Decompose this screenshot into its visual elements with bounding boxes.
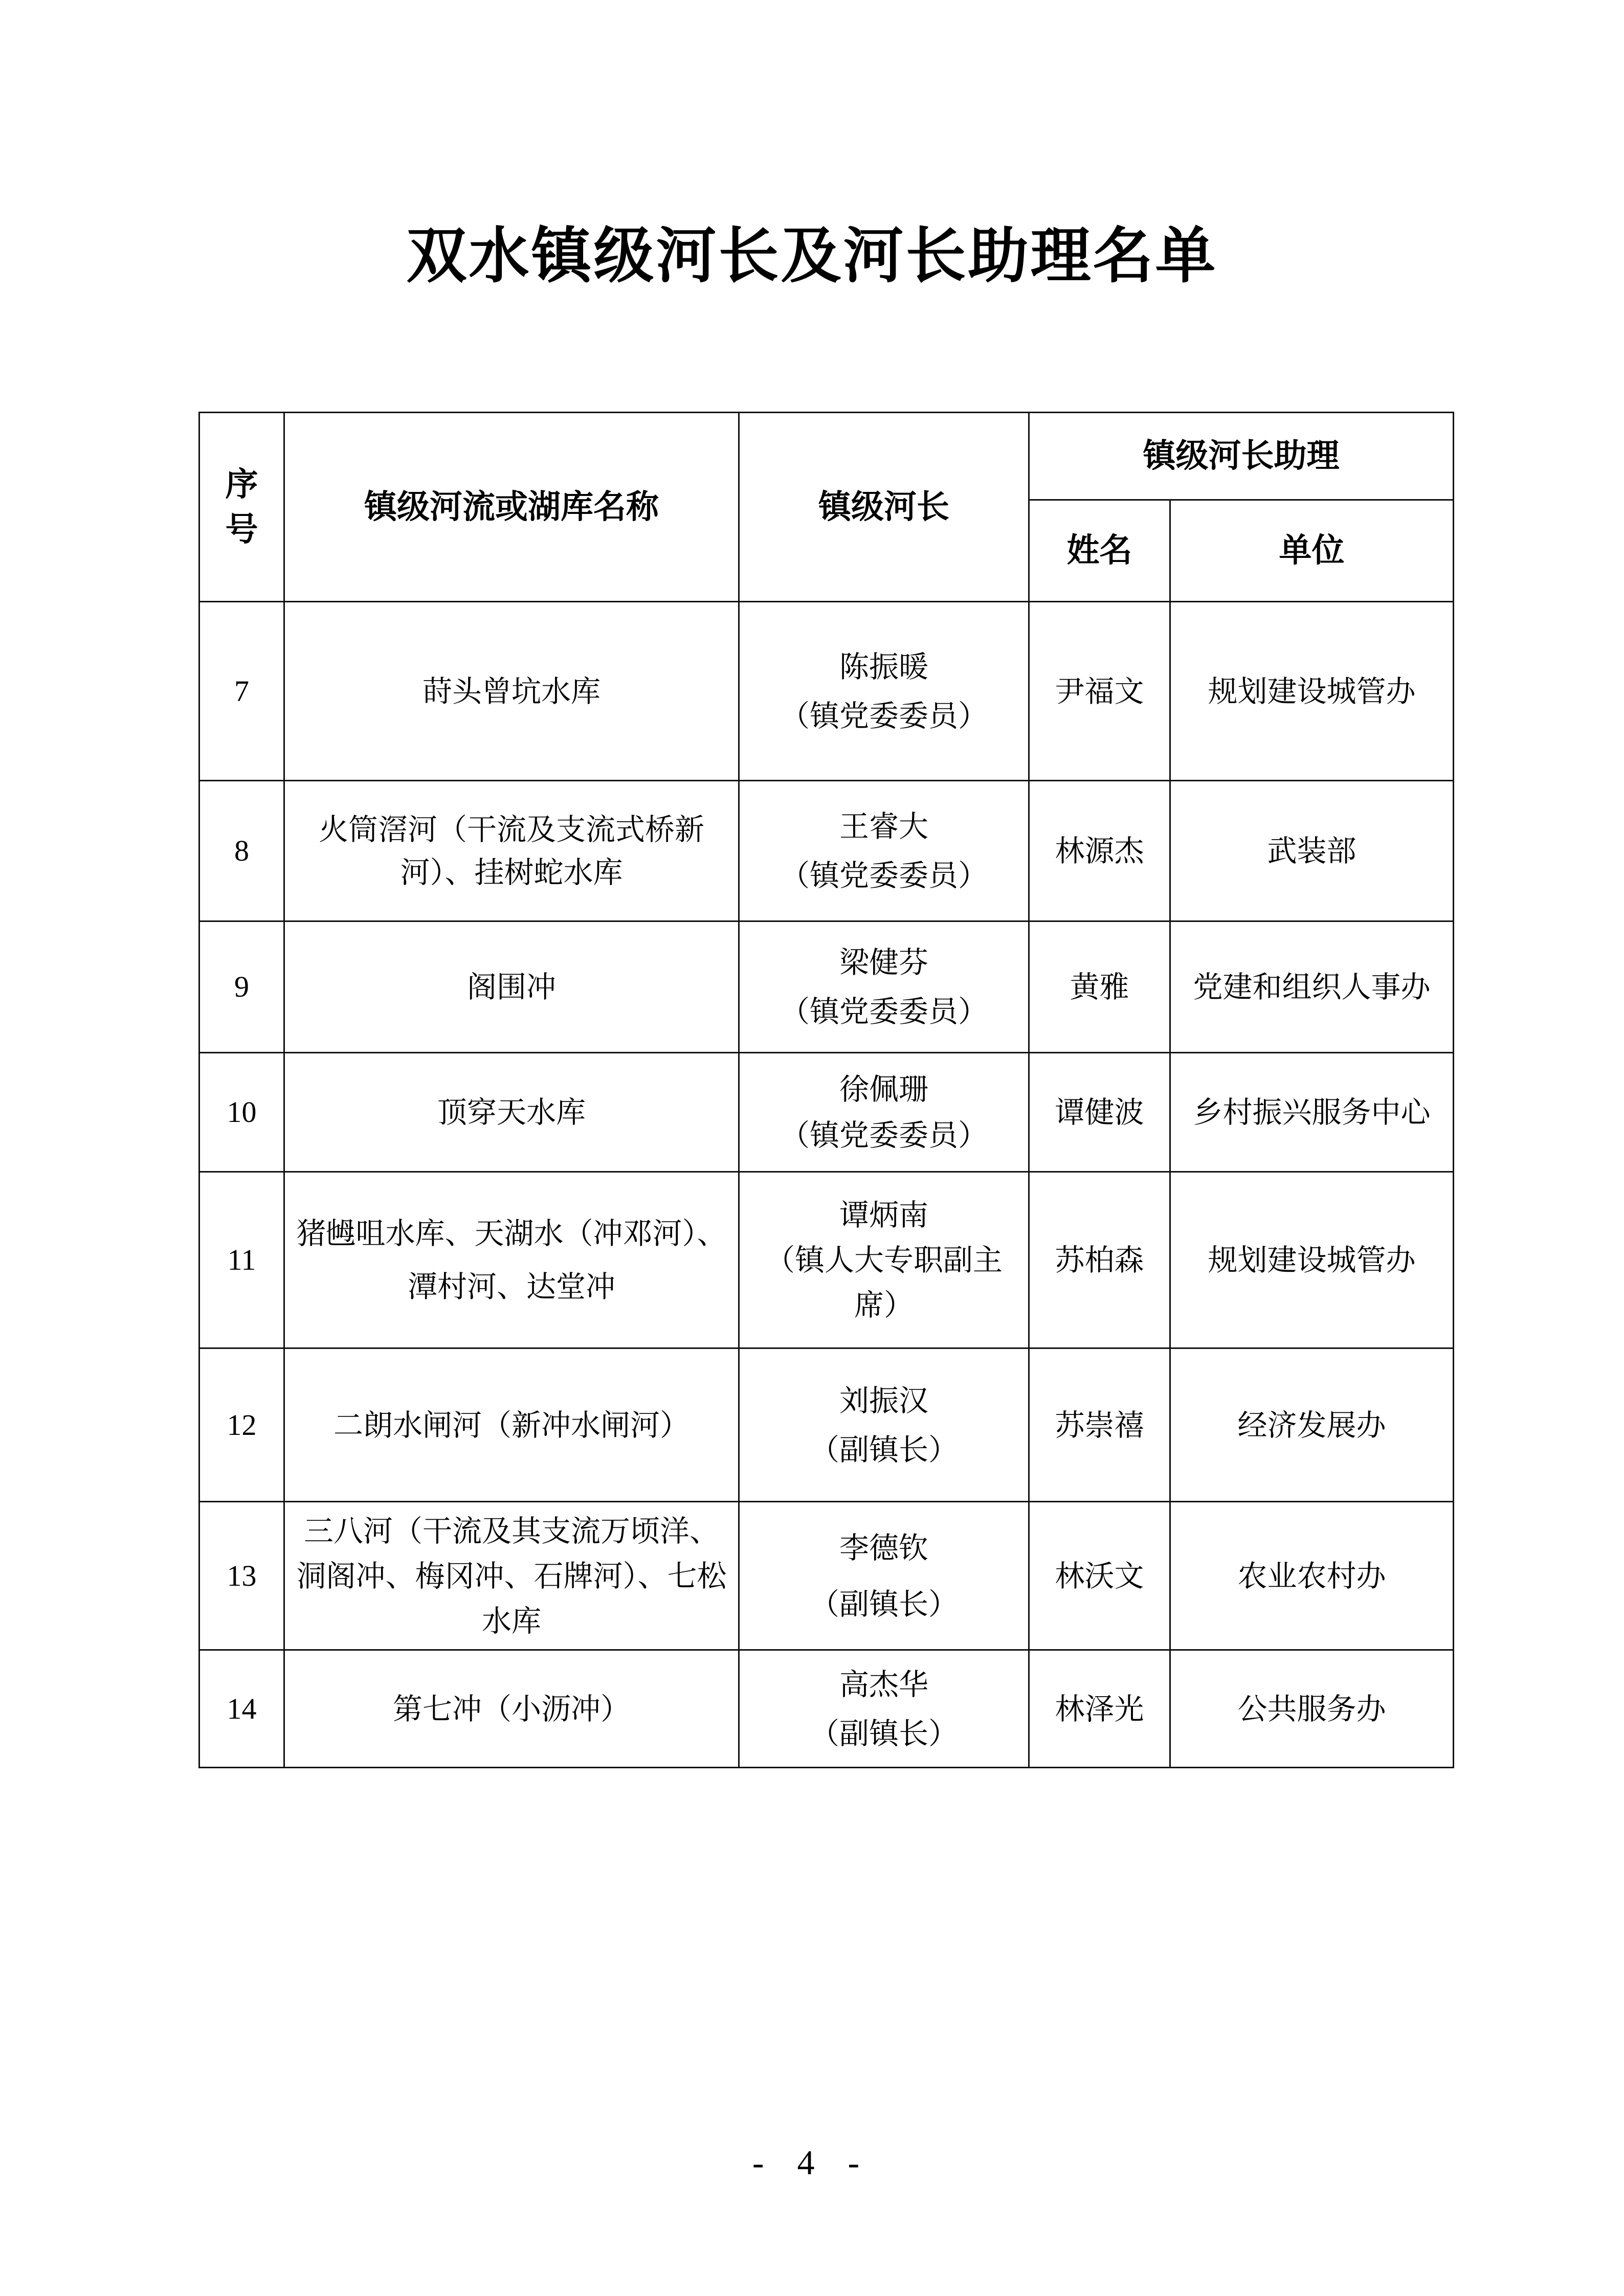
cell-chief [739, 1053, 1029, 1172]
cell-seq: 9 [199, 921, 284, 1053]
cell-seq: 7 [199, 602, 284, 781]
cell-unit: 规划建设城管办 [1170, 602, 1454, 781]
cell-chief [739, 1172, 1029, 1348]
cell-river: 阁围冲 [284, 921, 739, 1053]
chief-title: （镇党委委员） [780, 698, 988, 733]
cell-river: 莳头曾坑水库 [284, 602, 739, 781]
cell-river: 顶穿天水库 [284, 1053, 739, 1172]
cell-river: 第七冲（小沥冲） [284, 1650, 739, 1768]
header-seq [199, 413, 284, 602]
cell-unit: 农业农村办 [1170, 1502, 1454, 1650]
page-number: - 4 - [752, 2143, 872, 2182]
cell-assistant: 林源杰 [1029, 781, 1170, 921]
cell-unit: 党建和组织人事办 [1170, 921, 1454, 1053]
table-row [199, 1650, 1454, 1768]
chief-name: 刘振汉 [839, 1383, 928, 1418]
table-row [199, 921, 1454, 1053]
chief-title: （镇人大专职副主席） [765, 1243, 1003, 1322]
document-title: 双水镇级河长及河长助理名单 [406, 220, 1218, 291]
cell-seq: 11 [199, 1172, 284, 1348]
table-row [199, 781, 1454, 921]
chief-title: （副镇长） [809, 1586, 958, 1622]
cell-chief [739, 602, 1029, 781]
cell-chief [739, 1650, 1029, 1768]
chief-name: 陈振暖 [839, 649, 928, 684]
cell-chief [739, 1502, 1029, 1650]
table-row [199, 602, 1454, 781]
chief-title: （副镇长） [809, 1716, 958, 1751]
cell-unit: 武装部 [1170, 781, 1454, 921]
cell-river: 猪乸咀水库、天湖水（冲邓河）、潭村河、达堂冲 [284, 1172, 739, 1348]
cell-chief [739, 1348, 1029, 1502]
chief-title: （镇党委委员） [780, 858, 988, 893]
cell-seq: 14 [199, 1650, 284, 1768]
table-row [199, 1172, 1454, 1348]
cell-assistant: 苏崇禧 [1029, 1348, 1170, 1502]
table-row [199, 1502, 1454, 1650]
table-body [199, 602, 1454, 1768]
cell-assistant: 林沃文 [1029, 1502, 1170, 1650]
table-row [199, 1053, 1454, 1172]
cell-unit: 乡村振兴服务中心 [1170, 1053, 1454, 1172]
cell-assistant: 谭健波 [1029, 1053, 1170, 1172]
cell-seq: 13 [199, 1502, 284, 1650]
cell-assistant: 林泽光 [1029, 1650, 1170, 1768]
header-assistant-unit: 单位 [1170, 500, 1454, 602]
cell-unit: 公共服务办 [1170, 1650, 1454, 1768]
cell-unit: 经济发展办 [1170, 1348, 1454, 1502]
chief-name: 梁健芬 [839, 945, 928, 980]
cell-river: 火筒滘河（干流及支流式桥新河）、挂树蛇水库 [284, 781, 739, 921]
header-seq-char-1: 序 [225, 465, 258, 504]
cell-river: 二朗水闸河（新冲水闸河） [284, 1348, 739, 1502]
cell-seq: 12 [199, 1348, 284, 1502]
header-river-chief: 镇级河长 [739, 413, 1029, 602]
chief-title: （副镇长） [809, 1432, 958, 1467]
cell-assistant: 尹福文 [1029, 602, 1170, 781]
cell-chief [739, 781, 1029, 921]
cell-assistant: 苏柏森 [1029, 1172, 1170, 1348]
cell-assistant: 黄雅 [1029, 921, 1170, 1053]
table-header [199, 413, 1454, 602]
header-assistant-name: 姓名 [1029, 500, 1170, 602]
cell-unit: 规划建设城管办 [1170, 1172, 1454, 1348]
river-chief-table [198, 412, 1454, 1768]
chief-name: 高杰华 [839, 1667, 928, 1702]
chief-name: 李德钦 [839, 1530, 928, 1565]
chief-name: 徐佩珊 [839, 1072, 928, 1107]
header-seq-char-2: 号 [225, 510, 258, 549]
header-river-name: 镇级河流或湖库名称 [284, 413, 739, 602]
header-assistant-group: 镇级河长助理 [1029, 413, 1454, 500]
chief-title: （镇党委委员） [780, 1118, 988, 1153]
cell-chief [739, 921, 1029, 1053]
cell-river: 三八河（干流及其支流万顷洋、洞阁冲、梅冈冲、石牌河）、七松水库 [284, 1502, 739, 1650]
chief-title: （镇党委委员） [780, 994, 988, 1029]
chief-name: 王睿大 [839, 809, 928, 844]
table-row [199, 1348, 1454, 1502]
chief-name: 谭炳南 [839, 1198, 928, 1232]
cell-seq: 8 [199, 781, 284, 921]
cell-seq: 10 [199, 1053, 284, 1172]
